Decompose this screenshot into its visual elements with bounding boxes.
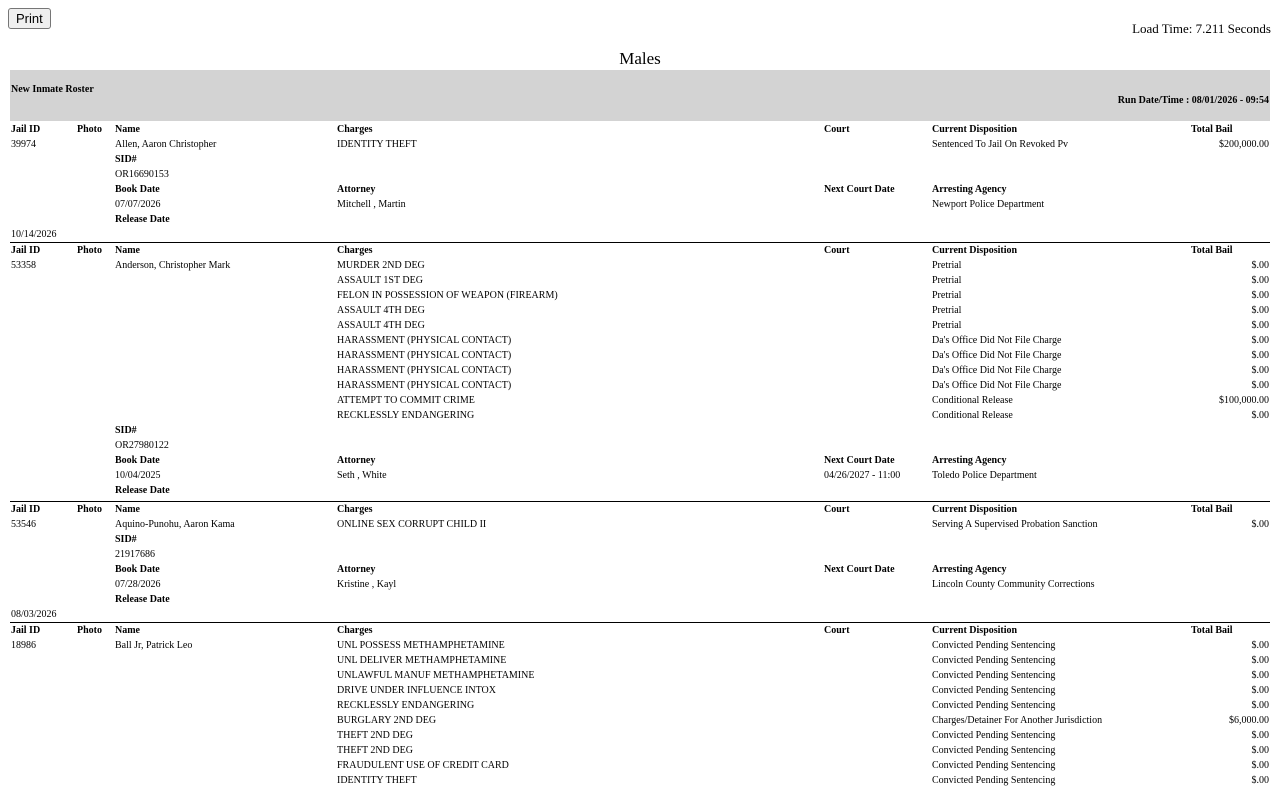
charge-row: [10, 137, 1270, 152]
bail-amount: $.00: [1251, 410, 1269, 421]
bail-amount: $.00: [1251, 380, 1269, 391]
sid-label: SID#: [115, 425, 137, 436]
book-info-row: [10, 468, 1270, 483]
book-date: 07/07/2026: [115, 199, 161, 210]
book-date-label: Book Date: [115, 455, 160, 466]
book-info-header-row: [10, 453, 1270, 468]
total-bail-header: Total Bail: [1191, 245, 1233, 256]
disposition: Da's Office Did Not File Charge: [932, 350, 1062, 361]
arresting-agency-label: Arresting Agency: [932, 564, 1007, 575]
section-title: Males: [619, 49, 661, 68]
bail-amount: $6,000.00: [1229, 715, 1269, 726]
release-date-label: Release Date: [115, 214, 170, 225]
charge-row: [10, 363, 1270, 378]
sid-label: SID#: [115, 534, 137, 545]
attorney-label: Attorney: [337, 564, 376, 575]
disposition: Da's Office Did Not File Charge: [932, 365, 1062, 376]
bail-amount: $.00: [1251, 775, 1269, 786]
charge-row: [10, 638, 1270, 653]
jail-id: 18986: [11, 640, 36, 651]
charge: IDENTITY THEFT: [337, 139, 417, 150]
next-court-date: 04/26/2027 - 11:00: [824, 470, 901, 481]
name-header: Name: [115, 124, 140, 135]
attorney: Seth , White: [337, 470, 387, 481]
disposition: Convicted Pending Sentencing: [932, 700, 1056, 711]
charge-row: [10, 273, 1270, 288]
disposition: Convicted Pending Sentencing: [932, 685, 1056, 696]
record-header-row: [10, 122, 1270, 137]
charge-row: [10, 258, 1270, 273]
arresting-agency: Lincoln County Community Corrections: [932, 579, 1095, 590]
bail-amount: $.00: [1251, 730, 1269, 741]
disposition-header: Current Disposition: [932, 245, 1018, 256]
disposition: Pretrial: [932, 320, 962, 331]
disposition: Da's Office Did Not File Charge: [932, 335, 1062, 346]
charge: HARASSMENT (PHYSICAL CONTACT): [337, 350, 512, 361]
charge-row: [10, 758, 1270, 773]
book-info-header-row: [10, 182, 1270, 197]
disposition: Convicted Pending Sentencing: [932, 655, 1056, 666]
bail-amount: $.00: [1251, 365, 1269, 376]
total-bail-header: Total Bail: [1191, 124, 1233, 135]
attorney: Kristine , Kayl: [337, 579, 397, 590]
bail-amount: $200,000.00: [1219, 139, 1269, 150]
disposition: Sentenced To Jail On Revoked Pv: [932, 139, 1069, 150]
photo-header: Photo: [77, 504, 102, 515]
inmate-name: Allen, Aaron Christopher: [115, 139, 217, 150]
disposition: Pretrial: [932, 290, 962, 301]
charge-row: [10, 713, 1270, 728]
bail-amount: $.00: [1251, 760, 1269, 771]
inmate-record: [10, 623, 1270, 788]
bail-amount: $.00: [1251, 640, 1269, 651]
run-datetime: Run Date/Time : 08/01/2026 - 09:54: [1117, 95, 1269, 106]
charge: ASSAULT 1ST DEG: [337, 275, 423, 286]
arresting-agency: Newport Police Department: [932, 199, 1045, 210]
charge: FRAUDULENT USE OF CREDIT CARD: [337, 760, 509, 771]
sid-label-row: [10, 423, 1270, 438]
charge-row: [10, 318, 1270, 333]
release-date-label-row: [10, 592, 1270, 607]
record-header-row: [10, 502, 1270, 517]
bail-amount: $.00: [1251, 700, 1269, 711]
jail-id: 53546: [11, 519, 36, 530]
bail-amount: $.00: [1251, 275, 1269, 286]
name-header: Name: [115, 504, 140, 515]
sid-value: OR27980122: [115, 440, 169, 451]
disposition: Charges/Detainer For Another Jurisdiction: [932, 715, 1103, 726]
charge-row: [10, 393, 1270, 408]
charge: UNL POSSESS METHAMPHETAMINE: [337, 640, 505, 651]
release-date-label-row: [10, 483, 1270, 498]
charge: IDENTITY THEFT: [337, 775, 417, 786]
disposition: Pretrial: [932, 260, 962, 271]
charge: RECKLESSLY ENDANGERING: [337, 700, 475, 711]
charges-header: Charges: [337, 124, 373, 135]
charge-row: [10, 773, 1270, 788]
charge: ONLINE SEX CORRUPT CHILD II: [337, 519, 487, 530]
disposition-header: Current Disposition: [932, 124, 1018, 135]
next-court-date-label: Next Court Date: [824, 184, 895, 195]
charge-row: [10, 348, 1270, 363]
charge-row: [10, 698, 1270, 713]
charge-row: [10, 378, 1270, 393]
disposition-header: Current Disposition: [932, 625, 1018, 636]
charge: THEFT 2ND DEG: [337, 745, 413, 756]
charge: MURDER 2ND DEG: [337, 260, 425, 271]
sid-label: SID#: [115, 154, 137, 165]
bail-amount: $100,000.00: [1219, 395, 1269, 406]
bail-amount: $.00: [1251, 670, 1269, 681]
disposition: Convicted Pending Sentencing: [932, 760, 1056, 771]
bail-amount: $.00: [1251, 290, 1269, 301]
charge-row: [10, 728, 1270, 743]
book-date-label: Book Date: [115, 564, 160, 575]
sid-row: [10, 438, 1270, 453]
charge: UNL DELIVER METHAMPHETAMINE: [337, 655, 507, 666]
book-date: 07/28/2026: [115, 579, 161, 590]
inmate-name: Ball Jr, Patrick Leo: [115, 640, 193, 651]
attorney: Mitchell , Martin: [337, 199, 406, 210]
book-info-row: [10, 577, 1270, 592]
charge: HARASSMENT (PHYSICAL CONTACT): [337, 365, 512, 376]
inmate-record: [10, 502, 1270, 623]
charge: ATTEMPT TO COMMIT CRIME: [337, 395, 475, 406]
release-date-row: [10, 607, 1270, 622]
disposition: Conditional Release: [932, 410, 1013, 421]
arresting-agency-label: Arresting Agency: [932, 184, 1007, 195]
attorney-label: Attorney: [337, 184, 376, 195]
record-header-row: [10, 623, 1270, 638]
bail-amount: $.00: [1251, 745, 1269, 756]
next-court-date-label: Next Court Date: [824, 455, 895, 466]
jail-id-header: Jail ID: [11, 504, 41, 515]
inmate-name: Anderson, Christopher Mark: [115, 260, 231, 271]
sid-label-row: [10, 152, 1270, 167]
arresting-agency: Toledo Police Department: [932, 470, 1037, 481]
charge: BURGLARY 2ND DEG: [337, 715, 437, 726]
inmate-record: [10, 122, 1270, 243]
release-date-row: [10, 227, 1270, 242]
sid-value: 21917686: [115, 549, 155, 560]
charge: ASSAULT 4TH DEG: [337, 305, 425, 316]
disposition: Pretrial: [932, 305, 962, 316]
court-header: Court: [824, 245, 850, 256]
attorney-label: Attorney: [337, 455, 376, 466]
book-date-label: Book Date: [115, 184, 160, 195]
book-info-header-row: [10, 562, 1270, 577]
release-date-label: Release Date: [115, 594, 170, 605]
charge-row: [10, 517, 1270, 532]
book-date: 10/04/2025: [115, 470, 161, 481]
jail-id-header: Jail ID: [11, 124, 41, 135]
charge-row: [10, 743, 1270, 758]
bail-amount: $.00: [1251, 305, 1269, 316]
court-header: Court: [824, 504, 850, 515]
bail-amount: $.00: [1251, 260, 1269, 271]
disposition: Pretrial: [932, 275, 962, 286]
inmate-name: Aquino-Punohu, Aaron Kama: [115, 519, 235, 530]
release-date: 08/03/2026: [11, 609, 57, 620]
disposition: Convicted Pending Sentencing: [932, 745, 1056, 756]
photo-header: Photo: [77, 124, 102, 135]
charge-row: [10, 408, 1270, 423]
charge: HARASSMENT (PHYSICAL CONTACT): [337, 380, 512, 391]
sid-value: OR16690153: [115, 169, 169, 180]
charge-row: [10, 333, 1270, 348]
charge: RECKLESSLY ENDANGERING: [337, 410, 475, 421]
load-time: Load Time: 7.211 Seconds: [1132, 21, 1271, 36]
court-header: Court: [824, 124, 850, 135]
total-bail-header: Total Bail: [1191, 504, 1233, 515]
bail-amount: $.00: [1251, 519, 1269, 530]
charge: ASSAULT 4TH DEG: [337, 320, 425, 331]
disposition: Convicted Pending Sentencing: [932, 730, 1056, 741]
charge: DRIVE UNDER INFLUENCE INTOX: [337, 685, 496, 696]
charge-row: [10, 668, 1270, 683]
jail-id: 53358: [11, 260, 36, 271]
release-date-label: Release Date: [115, 485, 170, 496]
report-header: [10, 70, 1270, 121]
record-header-row: [10, 243, 1270, 258]
charge: FELON IN POSSESSION OF WEAPON (FIREARM): [337, 290, 558, 301]
charge-row: [10, 653, 1270, 668]
next-court-date-label: Next Court Date: [824, 564, 895, 575]
release-date-label-row: [10, 212, 1270, 227]
disposition: Da's Office Did Not File Charge: [932, 380, 1062, 391]
photo-header: Photo: [77, 625, 102, 636]
sid-label-row: [10, 532, 1270, 547]
charge-row: [10, 303, 1270, 318]
charge-row: [10, 288, 1270, 303]
roster-title: New Inmate Roster: [11, 84, 94, 95]
disposition: Serving A Supervised Probation Sanction: [932, 519, 1098, 530]
bail-amount: $.00: [1251, 350, 1269, 361]
arresting-agency-label: Arresting Agency: [932, 455, 1007, 466]
jail-id-header: Jail ID: [11, 625, 41, 636]
charge-row: [10, 683, 1270, 698]
disposition: Convicted Pending Sentencing: [932, 640, 1056, 651]
charge: HARASSMENT (PHYSICAL CONTACT): [337, 335, 512, 346]
court-header: Court: [824, 625, 850, 636]
charges-header: Charges: [337, 625, 373, 636]
print-button[interactable]: Print: [8, 8, 51, 29]
charges-header: Charges: [337, 245, 373, 256]
bail-amount: $.00: [1251, 685, 1269, 696]
charge: THEFT 2ND DEG: [337, 730, 413, 741]
total-bail-header: Total Bail: [1191, 625, 1233, 636]
disposition: Convicted Pending Sentencing: [932, 670, 1056, 681]
bail-amount: $.00: [1251, 335, 1269, 346]
bail-amount: $.00: [1251, 655, 1269, 666]
name-header: Name: [115, 625, 140, 636]
charge: UNLAWFUL MANUF METHAMPHETAMINE: [337, 670, 535, 681]
disposition: Conditional Release: [932, 395, 1013, 406]
inmate-record: [10, 243, 1270, 502]
disposition-header: Current Disposition: [932, 504, 1018, 515]
jail-id-header: Jail ID: [11, 245, 41, 256]
sid-row: [10, 167, 1270, 182]
book-info-row: [10, 197, 1270, 212]
charges-header: Charges: [337, 504, 373, 515]
release-date: 10/14/2026: [11, 229, 57, 240]
disposition: Convicted Pending Sentencing: [932, 775, 1056, 786]
bail-amount: $.00: [1251, 320, 1269, 331]
name-header: Name: [115, 245, 140, 256]
jail-id: 39974: [11, 139, 36, 150]
sid-row: [10, 547, 1270, 562]
inmate-roster: [10, 122, 1270, 788]
photo-header: Photo: [77, 245, 102, 256]
